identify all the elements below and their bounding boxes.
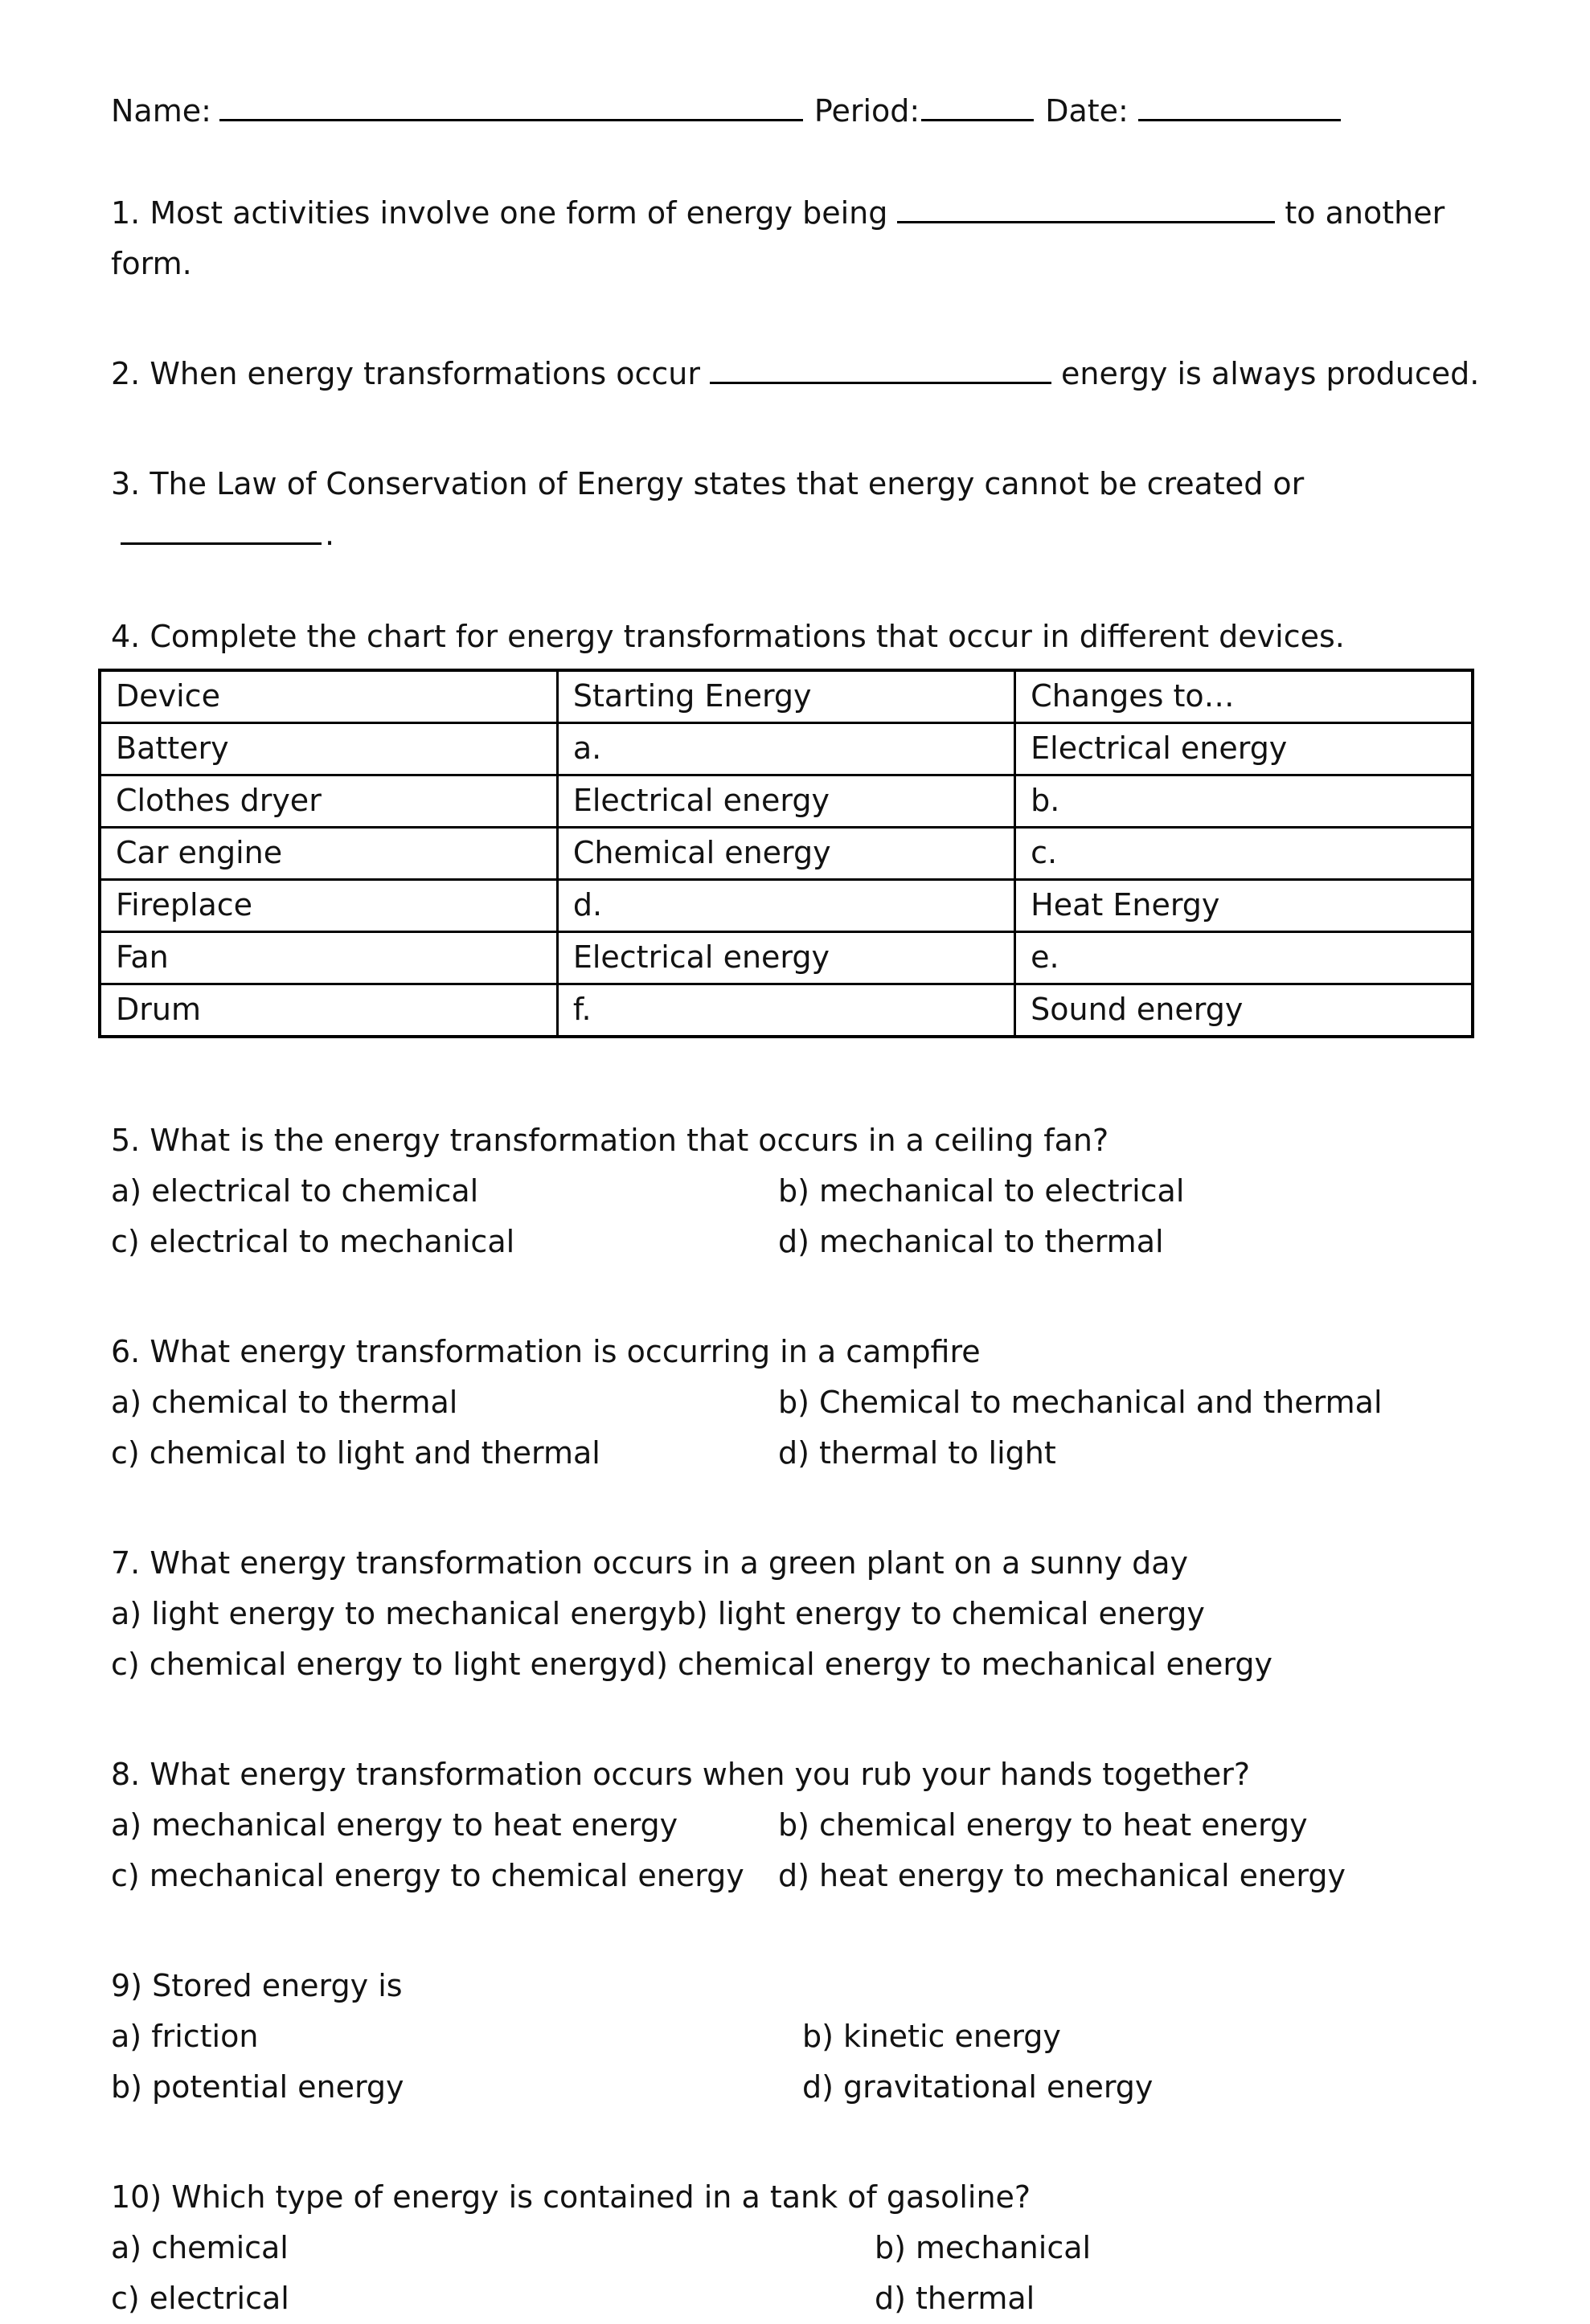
name-answer-blank <box>219 90 803 121</box>
question-3-answer-blank <box>121 513 322 545</box>
question-3 <box>111 459 1494 560</box>
option-d: d) heat energy to mechanical energy <box>778 1858 1346 1894</box>
question-8-options-row-2 <box>111 1851 1494 1901</box>
header-row <box>111 90 1494 129</box>
question-4-prompt: 4. Complete the chart for energy transformations that occur in different devices. <box>111 619 1345 655</box>
question-5-prompt: 5. What is the energy transformation that occurs in a ceiling fan? <box>111 1123 1109 1159</box>
column-header-starting-energy: Starting Energy <box>557 670 1014 723</box>
changes-to-cell: Sound energy <box>1015 984 1473 1037</box>
option-b: b) mechanical to electrical <box>778 1173 1185 1209</box>
starting-energy-cell: a. <box>557 723 1014 775</box>
question-2-text <box>111 349 1494 399</box>
question-4 <box>111 612 1494 1038</box>
period-answer-blank <box>921 90 1034 121</box>
option-c: c) electrical <box>111 2281 289 2317</box>
question-9-options-row-2 <box>111 2062 1494 2113</box>
name-label: Name: <box>111 93 211 129</box>
question-5 <box>111 1115 1494 1267</box>
option-c: c) chemical to light and thermal <box>111 1435 600 1471</box>
question-7 <box>111 1538 1494 1690</box>
question-9-options-row-1 <box>111 2011 1494 2062</box>
table-header-row <box>100 670 1473 723</box>
device-cell: Car engine <box>100 828 557 880</box>
device-cell: Clothes dryer <box>100 775 557 828</box>
changes-to-cell: c. <box>1015 828 1473 880</box>
table-row <box>100 828 1473 880</box>
option-b: b) chemical energy to heat energy <box>778 1807 1308 1843</box>
question-10 <box>111 2172 1494 2324</box>
option-d: d) mechanical to thermal <box>778 1224 1164 1260</box>
option-c: c) electrical to mechanical <box>111 1224 515 1260</box>
device-cell: Battery <box>100 723 557 775</box>
question-1-post: to another <box>1285 195 1445 231</box>
starting-energy-cell: f. <box>557 984 1014 1037</box>
question-1-answer-blank <box>897 192 1275 223</box>
table-row <box>100 775 1473 828</box>
option-b: b) Chemical to mechanical and thermal <box>778 1385 1383 1421</box>
device-cell: Fireplace <box>100 880 557 932</box>
question-9 <box>111 1961 1494 2113</box>
option-a: a) chemical <box>111 2230 289 2266</box>
option-a: a) mechanical energy to heat energy <box>111 1807 678 1843</box>
column-header-device: Device <box>100 670 557 723</box>
changes-to-cell: b. <box>1015 775 1473 828</box>
question-3-post: . <box>325 517 335 553</box>
starting-energy-cell: Electrical energy <box>557 775 1014 828</box>
option-c: c) mechanical energy to chemical energy <box>111 1858 744 1894</box>
question-3-pre: 3. The Law of Conservation of Energy states that energy cannot be created or <box>111 466 1305 502</box>
question-1-pre: 1. Most activities involve one form of energy being <box>111 195 888 231</box>
changes-to-cell: Heat Energy <box>1015 880 1473 932</box>
starting-energy-cell: Electrical energy <box>557 932 1014 984</box>
question-8 <box>111 1749 1494 1901</box>
question-7-prompt: 7. What energy transformation occurs in a green plant on a sunny day <box>111 1545 1189 1581</box>
question-1-text <box>111 188 1494 239</box>
question-2 <box>111 349 1494 399</box>
question-7-options-line-1: a) light energy to mechanical energyb) light energy to chemical energy <box>111 1596 1205 1632</box>
starting-energy-cell: Chemical energy <box>557 828 1014 880</box>
question-6 <box>111 1327 1494 1479</box>
question-2-post: energy is always produced. <box>1061 356 1480 392</box>
question-10-options-row-1 <box>111 2223 1494 2273</box>
table-row <box>100 723 1473 775</box>
option-b2: b) potential energy <box>111 2069 404 2105</box>
question-3-text <box>111 459 1494 560</box>
question-1 <box>111 188 1494 289</box>
question-8-options-row-1 <box>111 1800 1494 1851</box>
question-6-options-row-1 <box>111 1377 1494 1428</box>
date-answer-blank <box>1138 90 1341 121</box>
column-header-changes-to: Changes to… <box>1015 670 1473 723</box>
question-6-prompt: 6. What energy transformation is occurring in a campfire <box>111 1334 981 1370</box>
question-5-options-row-2 <box>111 1217 1494 1267</box>
period-label: Period: <box>813 93 920 129</box>
question-2-pre: 2. When energy transformations occur <box>111 356 701 392</box>
option-a: a) electrical to chemical <box>111 1173 479 1209</box>
table-row <box>100 880 1473 932</box>
option-b: b) mechanical <box>875 2230 1092 2266</box>
question-6-options-row-2 <box>111 1428 1494 1479</box>
question-9-prompt: 9) Stored energy is <box>111 1968 403 2004</box>
option-d: d) thermal <box>875 2281 1035 2317</box>
question-1-wrap-line: form. <box>111 246 192 282</box>
date-label: Date: <box>1045 93 1129 129</box>
changes-to-cell: Electrical energy <box>1015 723 1473 775</box>
option-d: d) gravitational energy <box>802 2069 1154 2105</box>
option-a: a) chemical to thermal <box>111 1385 458 1421</box>
table-row <box>100 932 1473 984</box>
table-row <box>100 984 1473 1037</box>
option-b: b) kinetic energy <box>802 2019 1061 2055</box>
question-10-prompt: 10) Which type of energy is contained in a tank of gasoline? <box>111 2179 1031 2216</box>
starting-energy-cell: d. <box>557 880 1014 932</box>
device-cell: Fan <box>100 932 557 984</box>
option-a: a) friction <box>111 2019 259 2055</box>
energy-transformation-table <box>98 669 1474 1038</box>
question-5-options-row-1 <box>111 1166 1494 1217</box>
question-2-answer-blank <box>710 353 1051 384</box>
option-d: d) thermal to light <box>778 1435 1056 1471</box>
device-cell: Drum <box>100 984 557 1037</box>
question-10-options-row-2 <box>111 2273 1494 2324</box>
question-8-prompt: 8. What energy transformation occurs when you rub your hands together? <box>111 1757 1251 1793</box>
changes-to-cell: e. <box>1015 932 1473 984</box>
question-7-options-line-2: c) chemical energy to light energyd) chemical energy to mechanical energy <box>111 1647 1272 1683</box>
